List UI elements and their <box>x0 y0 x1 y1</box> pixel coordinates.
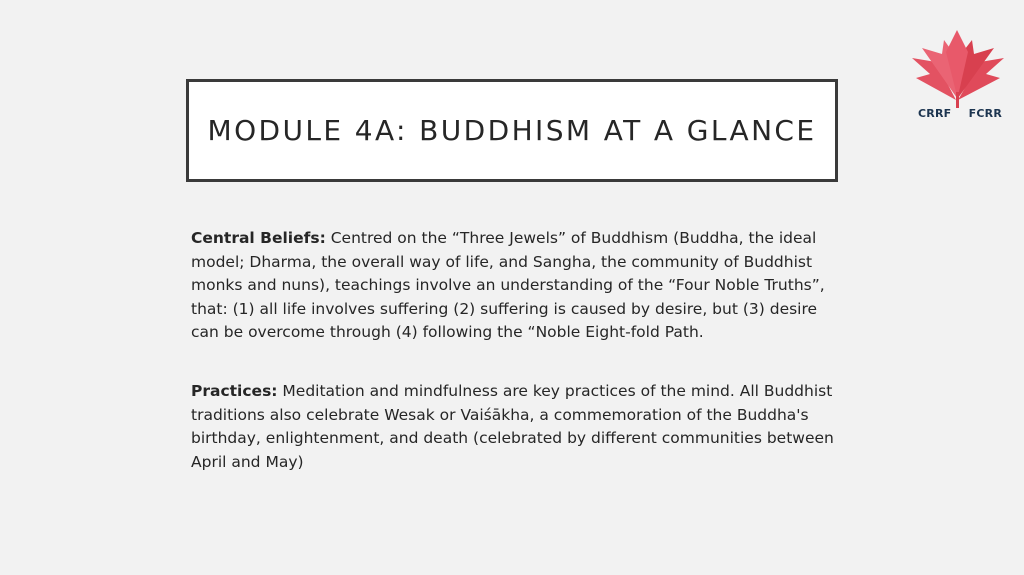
slide-body <box>191 227 841 474</box>
paragraph-central-beliefs <box>191 227 841 345</box>
logo-text-crrf: CRRF <box>918 107 952 120</box>
paragraph-text: Centred on the “Three Jewels” of Buddhism (Buddha, the ideal model; Dharma, the overall way of life, and Sangha, the community of Buddhist monks and nuns), teachings involve an understanding of the “Four Noble Truths”, that: (1) all life involves suffering (2) suffering is caused by desire, but (3) desire can be overcome through (4) following the “Noble Eight-fold Path. <box>191 229 825 342</box>
paragraph-text: Meditation and mindfulness are key practices of the mind. All Buddhist traditions also celebrate Wesak or Vaiśākha, a commemoration of the Buddha's birthday, enlightenment, and death (celebrated by different communities between April and May) <box>191 381 834 471</box>
crrf-logo <box>908 28 1008 124</box>
paragraph-practices <box>191 380 841 474</box>
paragraph-label: Practices: <box>191 381 278 400</box>
maple-leaf-icon <box>908 28 1008 108</box>
paragraph-label: Central Beliefs: <box>191 229 326 247</box>
slide-title: MODULE 4A: BUDDHISM AT A GLANCE <box>207 114 817 147</box>
logo-wordmark <box>908 107 1008 120</box>
title-box <box>186 79 838 182</box>
logo-text-fcrr: FCRR <box>968 107 1002 120</box>
